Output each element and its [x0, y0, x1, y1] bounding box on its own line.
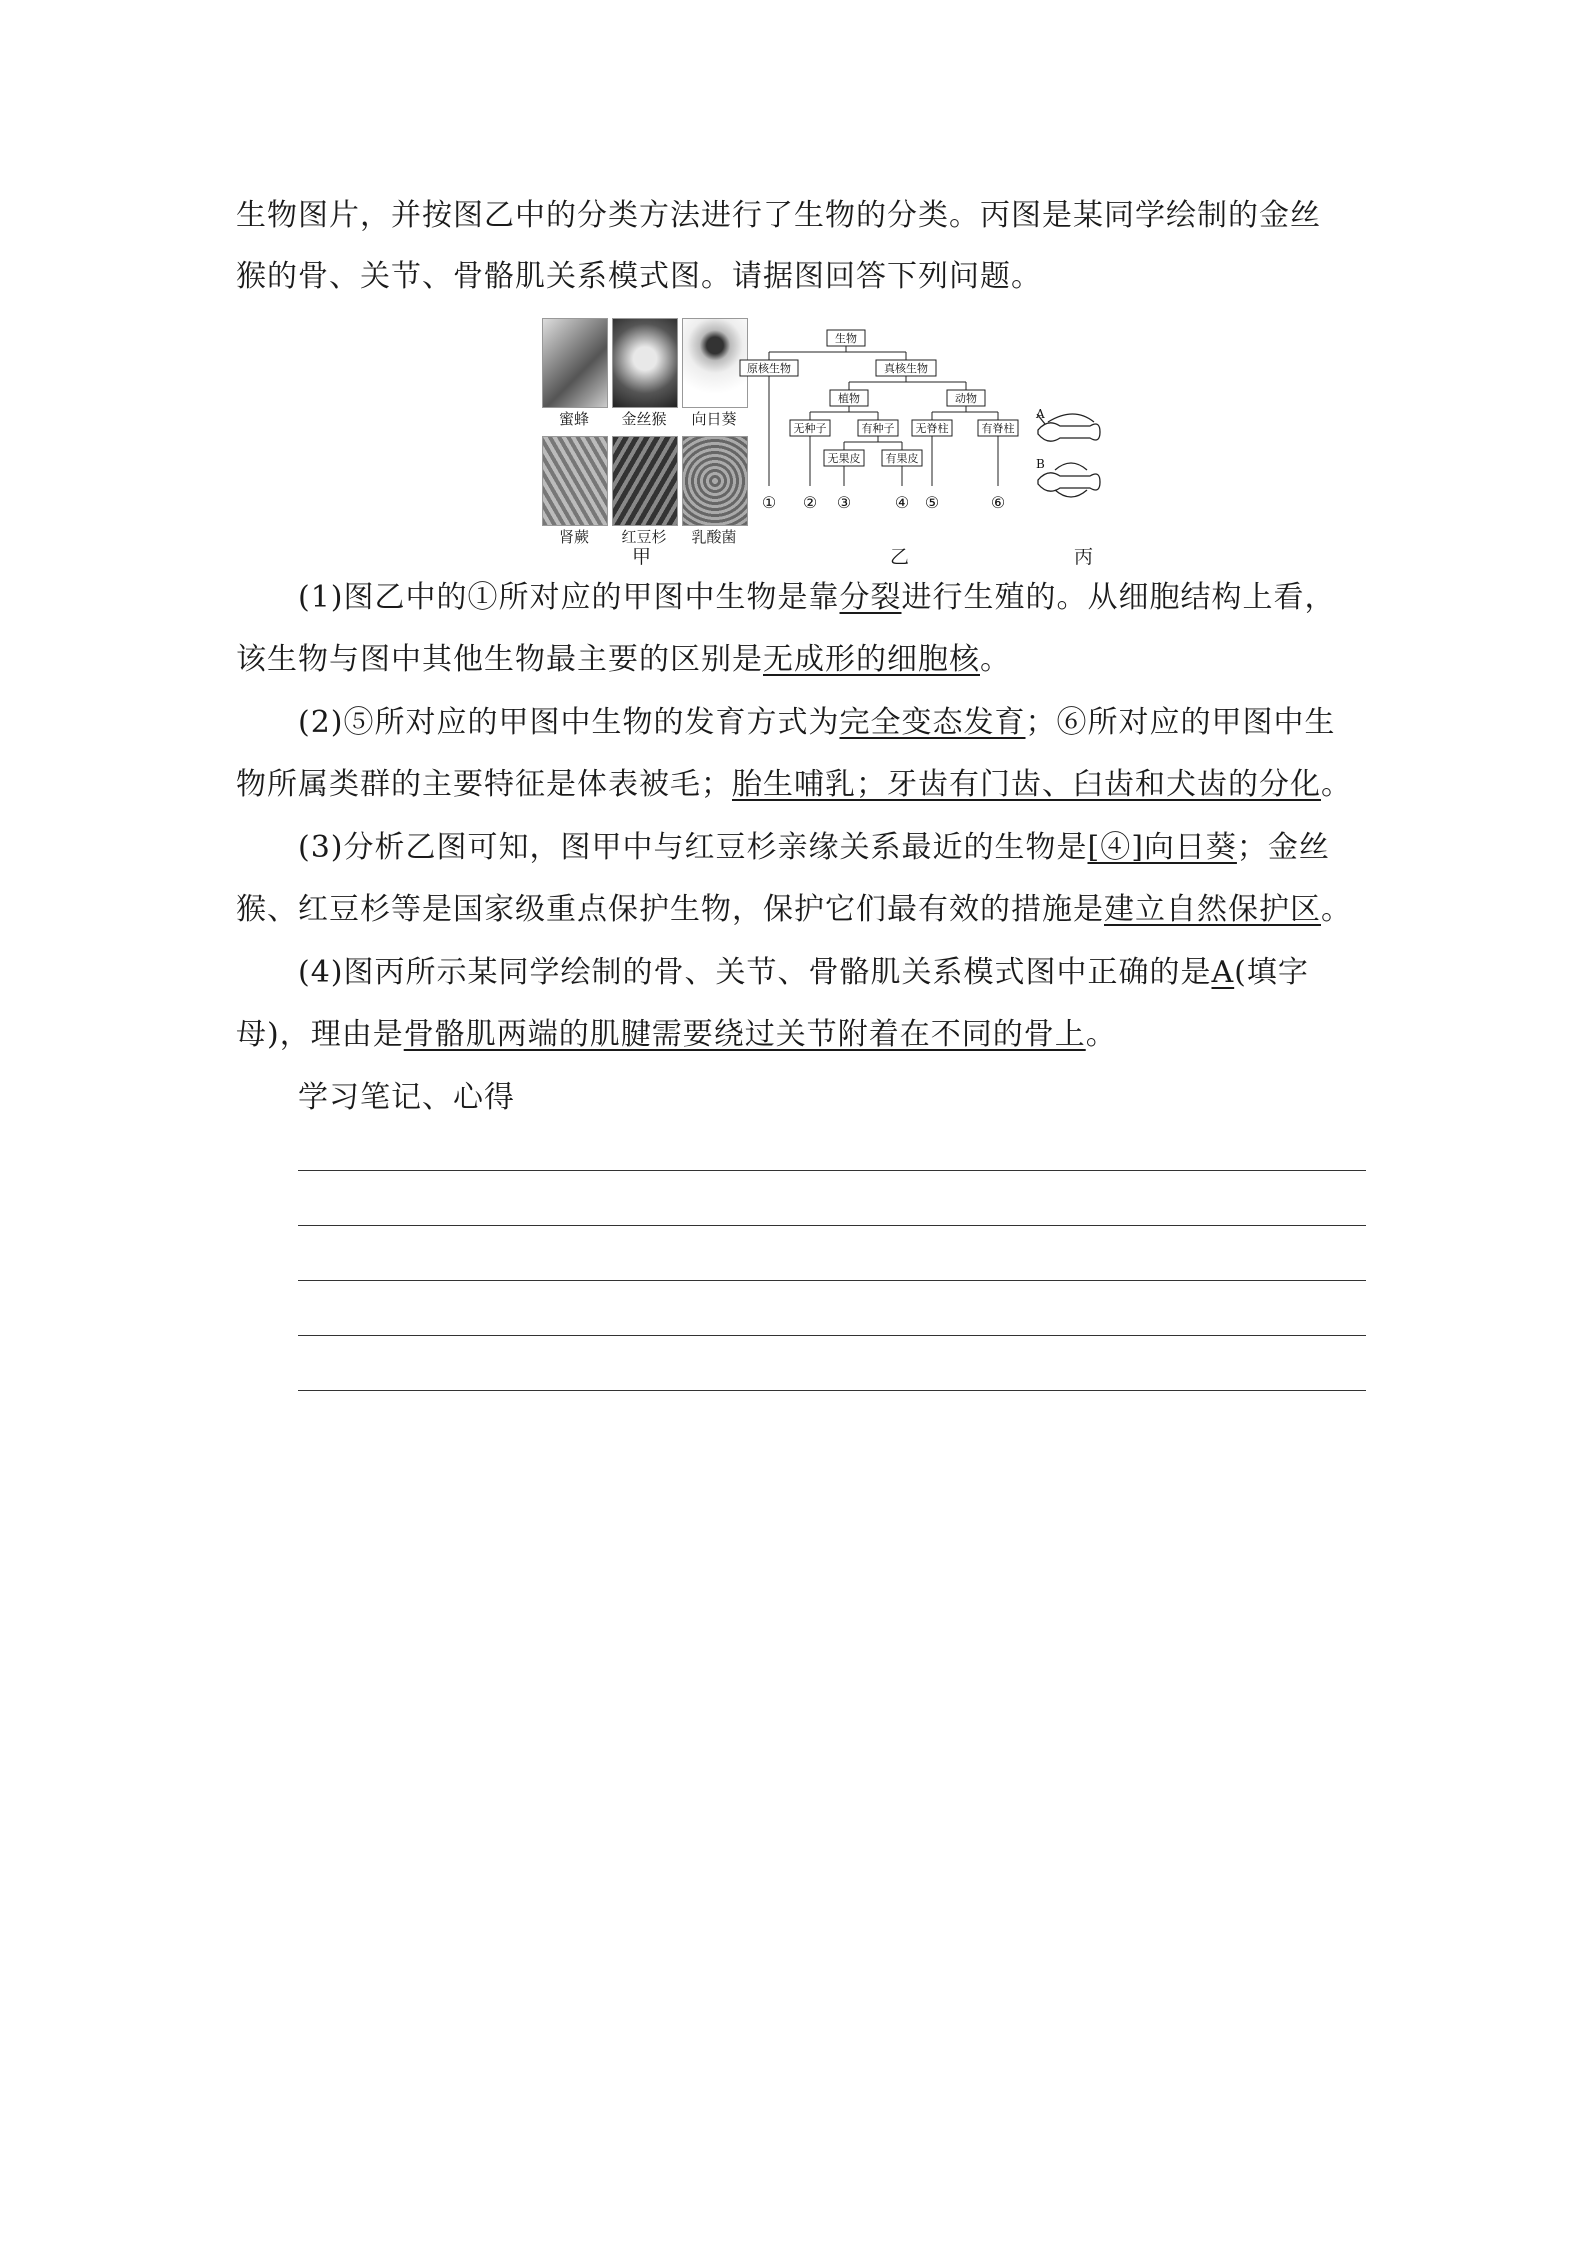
q4-text-d: 。	[1085, 1017, 1117, 1052]
q4-line-1	[298, 953, 1366, 993]
node-has-vertebra: 有脊柱	[981, 422, 1015, 435]
q2-text-a: (2)⑤所对应的甲图中生物的发育方式为	[298, 705, 840, 740]
leaf-number-2: ②	[802, 493, 818, 512]
q4-text-b: (填字	[1234, 955, 1309, 990]
q1-text-c: 该生物与图中其他生物最主要的区别是	[236, 642, 763, 677]
q1-line-1	[298, 578, 1366, 618]
leaf-number-1: ①	[761, 493, 777, 512]
notes-heading: 学习笔记、心得	[298, 1080, 515, 1115]
q4-line-2	[236, 1015, 1366, 1055]
caption-golden-monkey: 金丝猴	[621, 410, 667, 428]
q4-answer-2: 骨骼肌两端的肌腱需要绕过关节附着在不同的骨上	[403, 1017, 1086, 1052]
node-no-vertebra: 无脊柱	[915, 422, 949, 435]
q1-text-b: 进行生殖的。从细胞结构上看，	[901, 580, 1336, 615]
figure-group	[540, 318, 1120, 568]
notes-rule	[298, 1170, 1366, 1171]
q2-text-b: ；⑥所对应的甲图中生	[1025, 705, 1336, 740]
caption-jia: 甲	[632, 546, 652, 568]
q3-line-1	[298, 828, 1366, 868]
caption-sunflower: 向日葵	[691, 410, 737, 428]
notes-rule	[298, 1225, 1366, 1226]
node-root: 生物	[835, 332, 857, 345]
q2-line-2	[236, 765, 1366, 805]
caption-yew: 红豆杉	[621, 528, 667, 546]
q2-text-d: 。	[1321, 767, 1352, 802]
node-has-pericarp: 有果皮	[885, 452, 919, 465]
caption-bee: 蜜蜂	[558, 410, 589, 428]
classification-tree	[540, 318, 1120, 564]
caption-bing: 丙	[1074, 546, 1094, 568]
node-plant: 植物	[838, 392, 860, 405]
q3-line-2	[236, 890, 1366, 930]
q1-line-2	[236, 640, 1366, 680]
leaf-number-5: ⑤	[924, 493, 940, 512]
node-animal: 动物	[955, 392, 977, 405]
caption-lactobacillus: 乳酸菌	[691, 528, 737, 546]
node-eukaryote: 真核生物	[884, 362, 928, 375]
leaf-number-4: ④	[894, 493, 910, 512]
q4-text-c: 母)，理由是	[236, 1017, 404, 1052]
q1-text-a: (1)图乙中的①所对应的甲图中生物是靠	[298, 580, 840, 615]
node-no-pericarp: 无果皮	[827, 452, 861, 465]
intro-line-2: 猴的骨、关节、骨骼肌关系模式图。请据图回答下列问题。	[236, 259, 1042, 294]
leaf-number-6: ⑥	[990, 493, 1006, 512]
muscle-diagram-a	[1037, 414, 1100, 441]
caption-yi: 乙	[890, 546, 910, 568]
q1-text-d: 。	[980, 642, 1011, 677]
q3-text-c: 猴、红豆杉等是国家级重点保护生物，保护它们最有效的措施是	[236, 892, 1104, 927]
q3-text-d: 。	[1321, 892, 1352, 927]
node-prokaryote: 原核生物	[747, 362, 791, 375]
q2-text-c: 物所属类群的主要特征是体表被毛；	[236, 767, 732, 802]
q2-answer-1: 完全变态发育	[839, 705, 1026, 740]
leaf-number-3: ③	[836, 493, 852, 512]
notes-rule	[298, 1390, 1366, 1391]
label-a: A	[1036, 407, 1045, 421]
q3-answer-2: 建立自然保护区	[1104, 892, 1321, 927]
notes-rule	[298, 1280, 1366, 1281]
q4-text-a: (4)图丙所示某同学绘制的骨、关节、骨骼肌关系模式图中正确的是	[298, 955, 1212, 990]
node-has-seed: 有种子	[861, 422, 895, 435]
q3-text-a: (3)分析乙图可知，图甲中与红豆杉亲缘关系最近的生物是	[298, 830, 1088, 865]
intro-line-1: 生物图片，并按图乙中的分类方法进行了生物的分类。丙图是某同学绘制的金丝	[236, 198, 1321, 233]
q2-line-1	[298, 703, 1366, 743]
q1-answer-1: 分裂	[839, 580, 902, 615]
q3-text-b: ；金丝	[1236, 830, 1330, 865]
node-no-seed: 无种子	[793, 422, 827, 435]
caption-fern: 肾蕨	[558, 528, 589, 546]
q3-answer-1: [④]向日葵	[1087, 830, 1237, 865]
label-b: B	[1036, 457, 1045, 471]
q1-answer-2: 无成形的细胞核	[763, 642, 980, 677]
q4-answer-1: A	[1211, 955, 1235, 990]
muscle-diagram-b	[1038, 463, 1100, 497]
notes-rule	[298, 1335, 1366, 1336]
q2-answer-2: 胎生哺乳；牙齿有门齿、臼齿和犬齿的分化	[732, 767, 1321, 802]
